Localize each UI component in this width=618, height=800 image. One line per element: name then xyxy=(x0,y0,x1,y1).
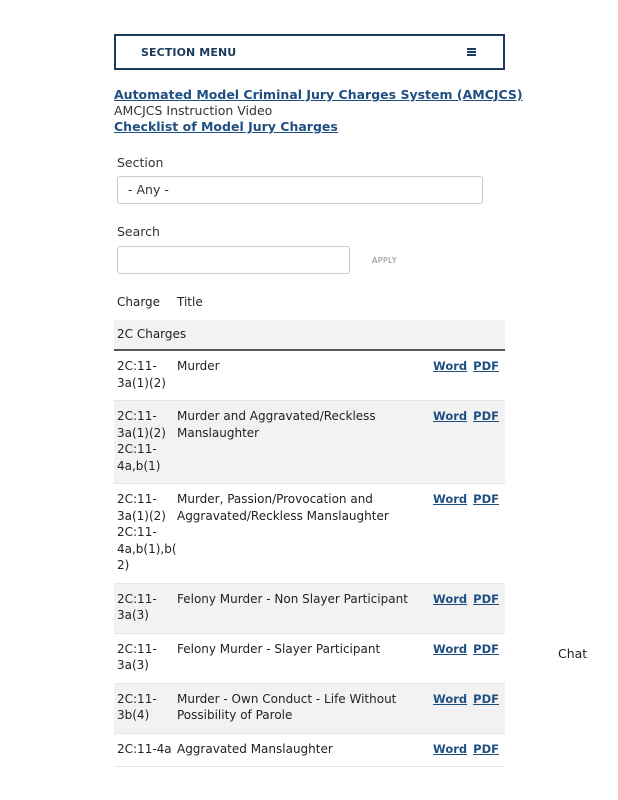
charge-code-line: 4a,b(1),b( xyxy=(117,541,177,556)
title-cell xyxy=(177,633,433,683)
charge-code-line: 2C:11- xyxy=(117,641,157,656)
group-label: 2C Charges xyxy=(114,320,505,350)
charge-cell xyxy=(114,401,177,484)
section-filter-label: Section xyxy=(117,155,164,170)
word-download-link[interactable]: Word xyxy=(433,409,468,423)
word-download-link[interactable]: Word xyxy=(433,741,468,756)
download-links-cell xyxy=(433,583,505,633)
charge-cell xyxy=(114,484,177,584)
charge-code-line: 2C:11- xyxy=(117,492,157,506)
table-row xyxy=(114,484,505,584)
title-cell xyxy=(177,350,433,401)
download-links-cell xyxy=(433,633,505,683)
charge-code-line: 4a,b(1) xyxy=(117,458,161,473)
title-cell xyxy=(177,683,433,733)
title-cell xyxy=(177,583,433,633)
pdf-download-link[interactable]: PDF xyxy=(473,691,499,706)
header-links xyxy=(433,291,505,320)
charge-code-line: 2) xyxy=(117,558,130,572)
table-row xyxy=(114,683,505,733)
word-download-link[interactable]: Word xyxy=(433,359,468,373)
apply-button[interactable]: APPLY xyxy=(372,253,397,267)
chat-button[interactable]: Chat xyxy=(558,646,588,661)
checklist-link[interactable]: Checklist of Model Jury Charges xyxy=(114,119,338,134)
download-links-cell xyxy=(433,350,505,401)
section-menu-label: SECTION MENU xyxy=(141,45,237,59)
instruction-video-text: AMCJCS Instruction Video xyxy=(114,103,273,118)
charge-title: Murder - Own Conduct - Life Without Possibility of Parole xyxy=(176,691,397,722)
table-row xyxy=(114,733,505,767)
charge-code-line: 2C:11-4a xyxy=(117,741,172,756)
header-charge: Charge xyxy=(117,295,161,309)
charge-title: Aggravated Manslaughter xyxy=(176,741,333,756)
hamburger-icon xyxy=(467,48,476,56)
charges-table xyxy=(114,291,505,767)
download-links-cell xyxy=(433,401,505,484)
word-download-link[interactable]: Word xyxy=(433,691,468,706)
table-row xyxy=(114,583,505,633)
charge-title: Felony Murder - Non Slayer Participant xyxy=(176,591,408,606)
header-title: Title xyxy=(176,295,203,309)
table-row xyxy=(114,401,505,484)
word-download-link[interactable]: Word xyxy=(433,492,468,506)
title-cell xyxy=(177,484,433,584)
table-header-row xyxy=(114,291,505,320)
word-download-link[interactable]: Word xyxy=(433,591,468,606)
charge-title: Murder xyxy=(176,359,220,373)
pdf-download-link[interactable]: PDF xyxy=(473,641,499,656)
download-links-cell xyxy=(433,733,505,767)
charge-code-line: 2C:11- xyxy=(117,525,157,539)
charge-title: Murder and Aggravated/Reckless Manslaughter xyxy=(176,409,376,440)
pdf-download-link[interactable]: PDF xyxy=(473,409,499,423)
group-row xyxy=(114,320,505,350)
search-input[interactable] xyxy=(117,246,350,274)
amcjcs-link[interactable]: Automated Model Criminal Jury Charges System (AMCJCS) xyxy=(114,87,523,102)
charge-cell xyxy=(114,583,177,633)
word-download-link[interactable]: Word xyxy=(433,641,468,656)
download-links-cell xyxy=(433,683,505,733)
charge-code-line: 3a(1)(2) xyxy=(117,375,166,390)
charge-title: Felony Murder - Slayer Participant xyxy=(176,641,381,656)
title-cell xyxy=(177,401,433,484)
charge-code-line: 3a(1)(2) xyxy=(117,508,166,523)
pdf-download-link[interactable]: PDF xyxy=(473,741,499,756)
pdf-download-link[interactable]: PDF xyxy=(473,591,499,606)
resource-links xyxy=(114,87,523,135)
table-row xyxy=(114,633,505,683)
download-links-cell xyxy=(433,484,505,584)
charge-code-line: 2C:11- xyxy=(117,442,157,456)
charge-code-line: 2C:11- xyxy=(117,359,157,373)
charge-cell xyxy=(114,633,177,683)
pdf-download-link[interactable]: PDF xyxy=(473,359,499,373)
charge-code-line: 2C:11- xyxy=(117,691,157,706)
charge-code-line: 3a(1)(2) xyxy=(117,425,166,440)
charge-code-line: 3b(4) xyxy=(117,708,150,722)
search-label: Search xyxy=(117,224,160,239)
title-cell xyxy=(177,733,433,767)
charge-code-line: 3a(3) xyxy=(117,608,149,622)
charge-title: Murder, Passion/Provocation and Aggravated/Reckless Manslaughter xyxy=(176,492,389,523)
section-select[interactable]: - Any - xyxy=(117,176,483,204)
table-row xyxy=(114,350,505,401)
charge-code-line: 2C:11- xyxy=(117,591,157,606)
charge-code-line: 3a(3) xyxy=(117,658,149,672)
section-menu-button[interactable] xyxy=(114,34,505,70)
charge-code-line: 2C:11- xyxy=(117,409,157,423)
charge-cell xyxy=(114,350,177,401)
charge-cell xyxy=(114,733,177,767)
pdf-download-link[interactable]: PDF xyxy=(473,492,499,506)
charge-cell xyxy=(114,683,177,733)
